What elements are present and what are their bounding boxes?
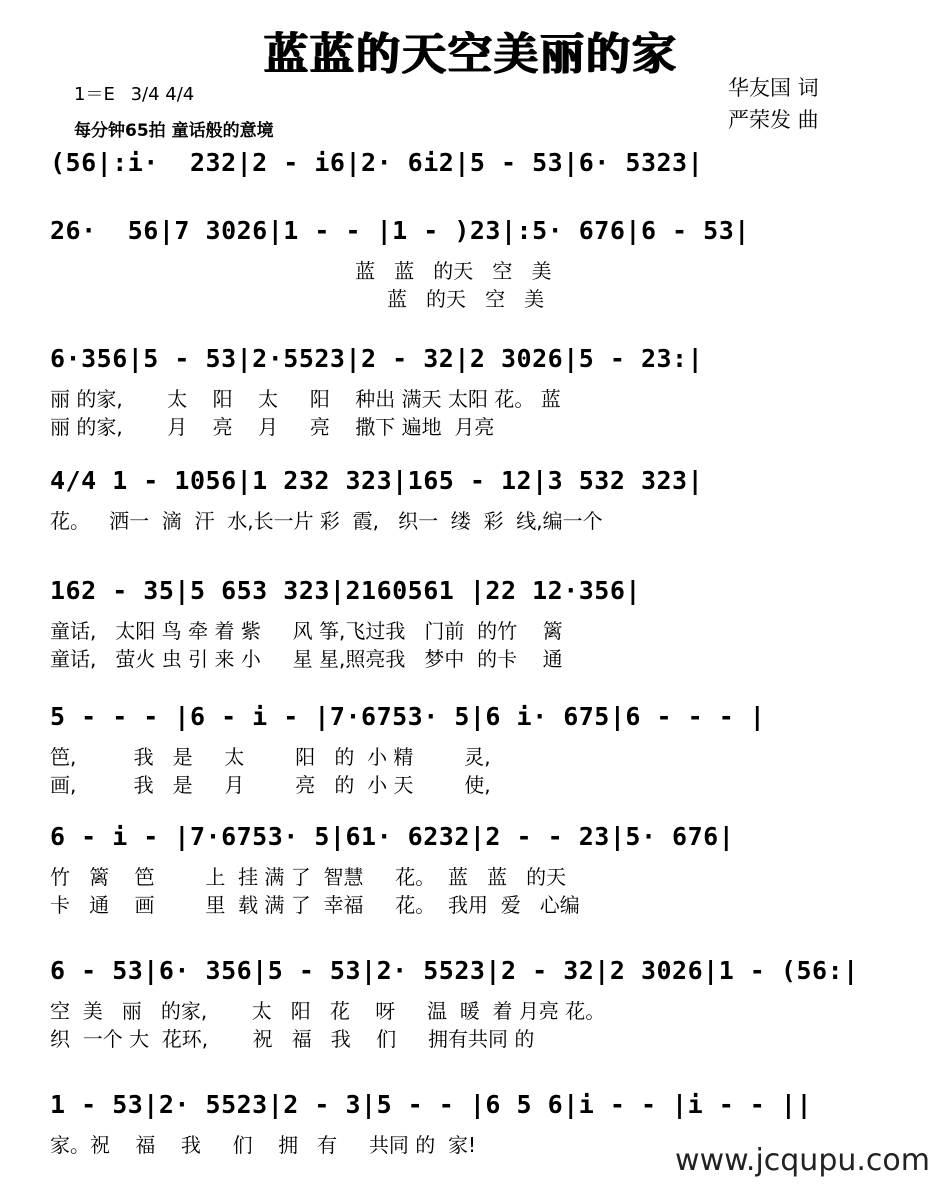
key-label: 1＝E bbox=[74, 84, 115, 105]
lyric-line: 家。祝 福 我 们 拥 有 共同 的 家! bbox=[50, 1133, 477, 1157]
time-signature: 3/4 4/4 bbox=[130, 84, 195, 105]
notation-line: 5 - - - |6 - i - |7·6753· 5|6 i· 675|6 - - - | bbox=[50, 702, 766, 731]
notation-line: 6 - i - |7·6753· 5|61· 6232|2 - - 23|5· 676| bbox=[50, 822, 735, 851]
site-watermark: www.jcqupu.com bbox=[675, 1143, 930, 1178]
lyric-line: 丽 的家, 月 亮 月 亮 撒下 遍地 月亮 bbox=[50, 415, 495, 439]
notation-line: 162 - 35|5 653 323|2160561 |22 12·356| bbox=[50, 576, 641, 605]
lyric-line: 童话, 萤火 虫 引 来 小 星 星,照亮我 梦中 的卡 通 bbox=[50, 647, 563, 671]
lyric-line: 丽 的家, 太 阳 太 阳 种出 满天 太阳 花。 蓝 bbox=[50, 387, 561, 411]
lyric-line: 蓝 蓝 的天 空 美 bbox=[50, 259, 552, 283]
notation-line: 1 - 53|2· 5523|2 - 3|5 - - |6 5 6|i - - |i - - || bbox=[50, 1090, 813, 1119]
lyric-line: 空 美 丽 的家, 太 阳 花 呀 温 暖 着 月亮 花。 bbox=[50, 999, 606, 1023]
notation-line: 6·356|5 - 53|2·5523|2 - 32|2 3026|5 - 23:| bbox=[50, 344, 704, 373]
lyric-line: 蓝 的天 空 美 bbox=[50, 287, 545, 311]
notation-line: (56|:i· 232|2 - i6|2· 6i2|5 - 53|6· 5323| bbox=[50, 148, 704, 177]
lyric-line: 花。 洒一 滴 汗 水,长一片 彩 霞, 织一 缕 彩 线,编一个 bbox=[50, 509, 603, 533]
key-signature bbox=[74, 80, 194, 106]
lyric-line: 画, 我 是 月 亮 的 小 天 使, bbox=[50, 773, 491, 797]
lyric-line: 笆, 我 是 太 阳 的 小 精 灵, bbox=[50, 745, 491, 769]
song-title: 蓝蓝的天空美丽的家 bbox=[264, 29, 678, 80]
tempo-marking: 每分钟65拍 童话般的意境 bbox=[74, 121, 274, 141]
lyric-line: 织 一个 大 花环, 祝 福 我 们 拥有共同 的 bbox=[50, 1027, 535, 1051]
notation-line: 4/4 1 - 1056|1 232 323|165 - 12|3 532 323| bbox=[50, 466, 704, 495]
lyric-line: 竹 篱 笆 上 挂 满 了 智慧 花。 蓝 蓝 的天 bbox=[50, 865, 567, 889]
lyric-line: 童话, 太阳 鸟 牵 着 紫 风 筝,飞过我 门前 的竹 篱 bbox=[50, 619, 563, 643]
lyricist-credit: 华友国 词 bbox=[728, 76, 819, 100]
notation-line: 26· 56|7 3026|1 - - |1 - )23|:5· 676|6 - 53| bbox=[50, 216, 750, 245]
composer-credit: 严荣发 曲 bbox=[728, 108, 819, 132]
lyric-line: 卡 通 画 里 载 满 了 幸福 花。 我用 爱 心编 bbox=[50, 893, 580, 917]
notation-line: 6 - 53|6· 356|5 - 53|2· 5523|2 - 32|2 3026|1 - (56:| bbox=[50, 956, 859, 985]
